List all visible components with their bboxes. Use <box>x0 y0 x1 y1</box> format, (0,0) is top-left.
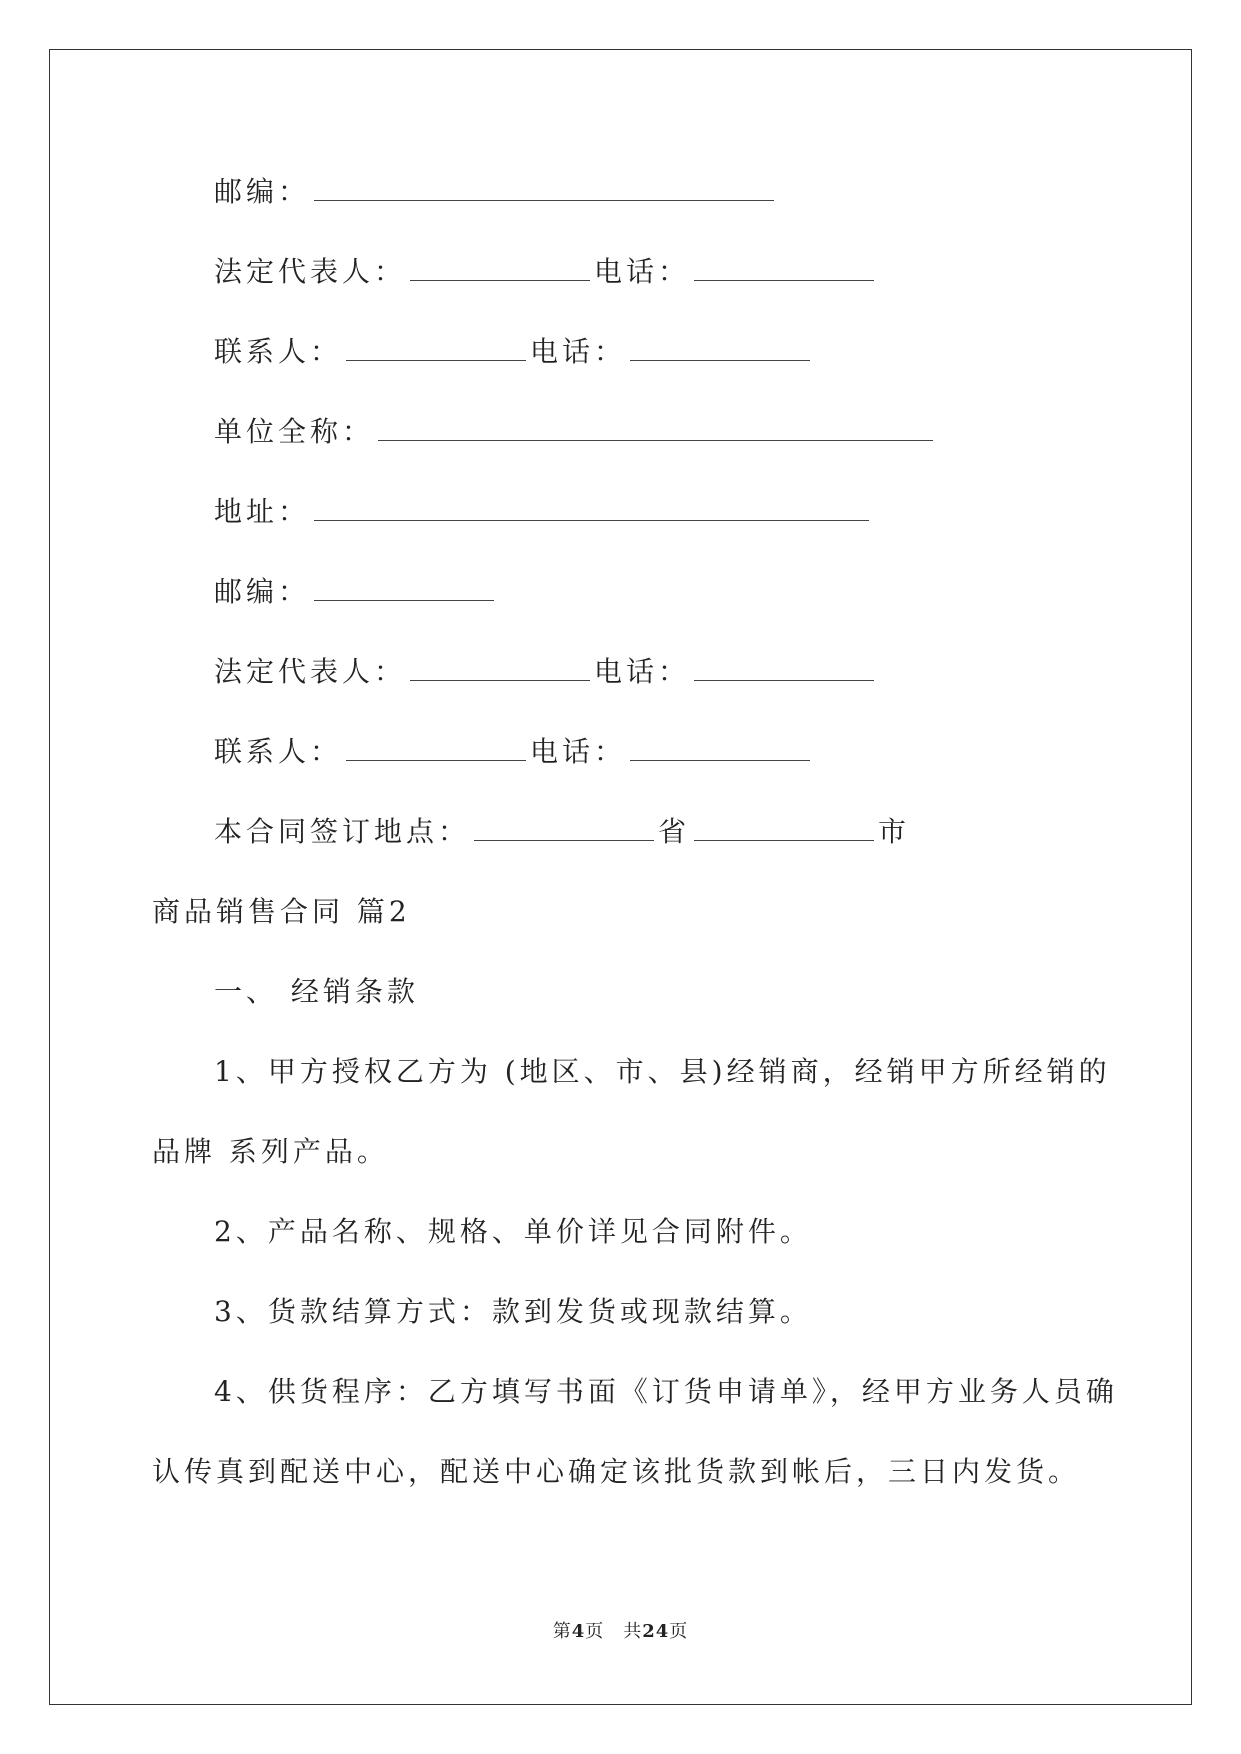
page-footer <box>0 1617 1241 1643</box>
clause-1-line-1: 1、甲方授权乙方为 (地区、市、县)经销商，经销甲方所经销的 <box>214 1055 1111 1088</box>
postcode-label: 邮编： <box>214 175 311 208</box>
phone-blank[interactable] <box>694 254 874 281</box>
company-blank[interactable] <box>378 414 933 441</box>
province-blank[interactable] <box>474 814 654 841</box>
section-title: 商品销售合同 篇2 <box>152 895 411 928</box>
legal-rep-blank[interactable] <box>410 654 590 681</box>
clause-1-line-2: 品牌 系列产品。 <box>152 1135 389 1168</box>
city-label: 市 <box>878 815 911 848</box>
company-row-b <box>214 412 937 452</box>
phone-label: 电话： <box>594 655 691 688</box>
signing-place-row <box>214 812 910 852</box>
postcode-row-a <box>214 172 778 212</box>
address-blank[interactable] <box>314 494 869 521</box>
phone-blank[interactable] <box>694 654 874 681</box>
city-blank[interactable] <box>694 814 874 841</box>
clause-3: 3、货款结算方式：款到发货或现款结算。 <box>214 1295 812 1328</box>
postcode-label: 邮编： <box>214 575 311 608</box>
contact-row-a <box>214 332 814 372</box>
legal-rep-row-b <box>214 652 878 692</box>
clause-4-line-2: 认传真到配送中心，配送中心确定该批货款到帐后，三日内发货。 <box>152 1455 1081 1488</box>
postcode-blank[interactable] <box>314 174 774 201</box>
contact-label: 联系人： <box>214 335 343 368</box>
total-pages: 24 <box>642 1621 670 1642</box>
clause-4-line-1: 4、供货程序：乙方填写书面《订货申请单》，经甲方业务人员确 <box>214 1375 1118 1408</box>
contact-label: 联系人： <box>214 735 343 768</box>
phone-blank[interactable] <box>630 734 810 761</box>
address-label: 地址： <box>214 495 311 528</box>
postcode-row-b <box>214 572 498 612</box>
contact-row-b <box>214 732 814 772</box>
section-heading: 一、 经销条款 <box>214 975 419 1008</box>
current-page-number: 4 <box>571 1621 586 1642</box>
footer-suffix: 页 <box>669 1621 689 1642</box>
province-label: 省 <box>658 815 691 848</box>
legal-rep-blank[interactable] <box>410 254 590 281</box>
phone-label: 电话： <box>530 735 627 768</box>
phone-label: 电话： <box>530 335 627 368</box>
company-label: 单位全称： <box>214 415 375 448</box>
legal-rep-label: 法定代表人： <box>214 655 407 688</box>
contact-blank[interactable] <box>346 734 526 761</box>
phone-blank[interactable] <box>630 334 810 361</box>
address-row-b <box>214 492 873 532</box>
footer-prefix: 第 <box>552 1621 572 1642</box>
phone-label: 电话： <box>594 255 691 288</box>
legal-rep-row-a <box>214 252 878 292</box>
contact-blank[interactable] <box>346 334 526 361</box>
signing-place-label: 本合同签订地点： <box>214 815 471 848</box>
postcode-blank[interactable] <box>314 574 494 601</box>
clause-2: 2、产品名称、规格、单价详见合同附件。 <box>214 1215 812 1248</box>
footer-mid: 页 共 <box>585 1621 643 1642</box>
legal-rep-label: 法定代表人： <box>214 255 407 288</box>
